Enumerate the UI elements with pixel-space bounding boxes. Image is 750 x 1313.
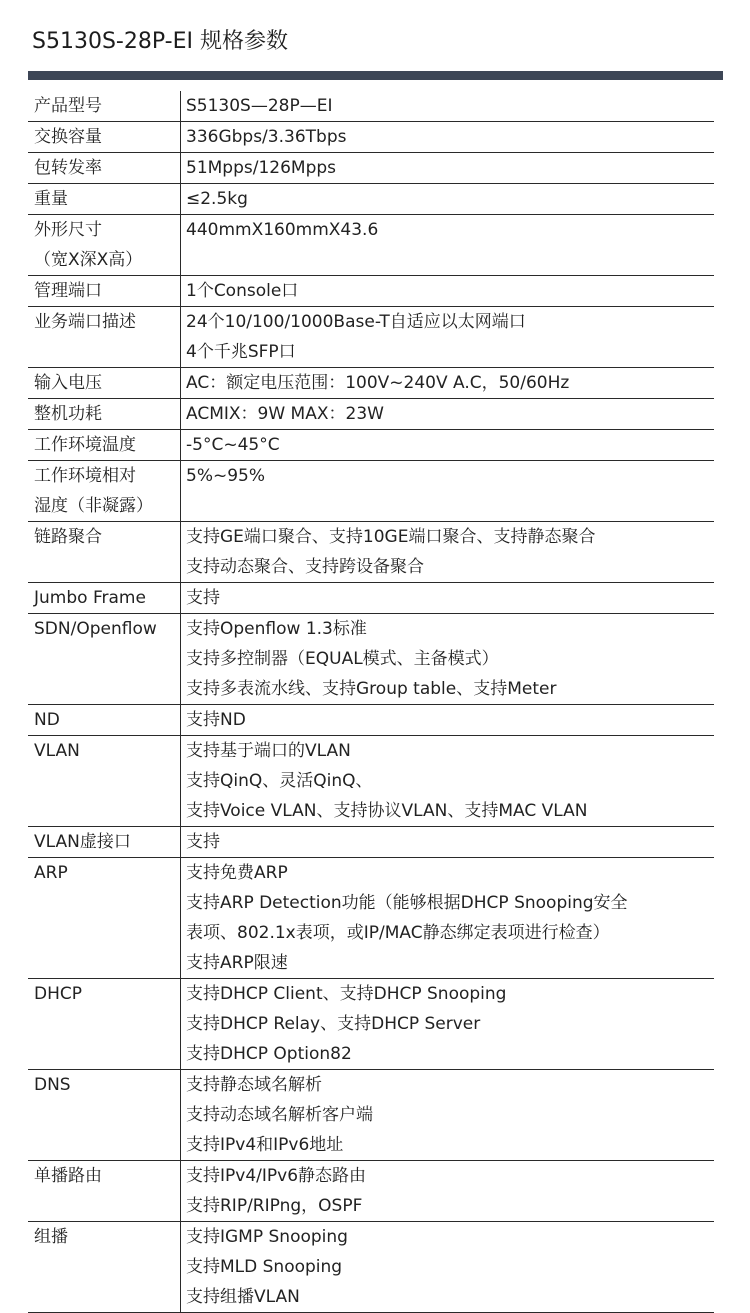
spec-label: 工作环境温度	[28, 430, 181, 460]
spec-value-line: 24个10/100/1000Base-T自适应以太网端口	[186, 312, 526, 332]
spec-row	[28, 153, 714, 184]
spec-row	[28, 461, 714, 522]
spec-value	[181, 368, 714, 398]
spec-label: SDN/Openflow	[28, 614, 181, 704]
spec-label: 产品型号	[28, 91, 181, 121]
spec-value	[181, 276, 714, 306]
spec-value-line: 支持免费ARP	[186, 863, 288, 883]
spec-value-line: 支持RIP/RIPng，OSPF	[186, 1196, 363, 1216]
spec-value-line: 支持多控制器（EQUAL模式、主备模式）	[186, 649, 499, 669]
spec-row	[28, 430, 714, 461]
spec-value-line: 支持DHCP Option82	[186, 1044, 352, 1064]
title-divider-bar	[28, 71, 723, 80]
spec-value	[181, 184, 714, 214]
spec-value-line: 表项、802.1x表项，或IP/MAC静态绑定表项进行检查）	[186, 923, 610, 943]
spec-label: 输入电压	[28, 368, 181, 398]
spec-label: 交换容量	[28, 122, 181, 152]
spec-value-line: 支持组播VLAN	[186, 1287, 300, 1307]
spec-value-line: 支持ARP Detection功能（能够根据DHCP Snooping安全	[186, 893, 628, 913]
spec-row	[28, 827, 714, 858]
spec-value	[181, 461, 714, 521]
spec-row	[28, 122, 714, 153]
spec-value	[181, 1161, 714, 1221]
spec-value-line: 支持动态域名解析客户端	[186, 1105, 373, 1125]
spec-value-line: S5130S—28P—EI	[186, 96, 333, 116]
spec-value-line: 51Mpps/126Mpps	[186, 158, 337, 178]
spec-value-line: 支持静态域名解析	[186, 1075, 322, 1095]
spec-value	[181, 858, 714, 978]
spec-label: ARP	[28, 858, 181, 978]
spec-value-line: 支持动态聚合、支持跨设备聚合	[186, 557, 424, 577]
spec-value	[181, 91, 714, 121]
spec-label: ND	[28, 705, 181, 735]
spec-value	[181, 122, 714, 152]
spec-value	[181, 705, 714, 735]
spec-value	[181, 307, 714, 367]
spec-value	[181, 614, 714, 704]
spec-value-line: 支持IPv4和IPv6地址	[186, 1135, 344, 1155]
spec-label: 组播	[28, 1222, 181, 1312]
spec-value	[181, 979, 714, 1069]
spec-row	[28, 1222, 714, 1313]
spec-label: DNS	[28, 1070, 181, 1160]
spec-value-line: 支持QinQ、灵活QinQ、	[186, 771, 373, 791]
spec-label: 业务端口描述	[28, 307, 181, 367]
spec-label: 工作环境相对 湿度（非凝露）	[28, 461, 181, 521]
spec-label: 链路聚合	[28, 522, 181, 582]
spec-value	[181, 827, 714, 857]
spec-row	[28, 184, 714, 215]
spec-value-line: ACMIX：9W MAX：23W	[186, 404, 384, 424]
spec-label: 管理端口	[28, 276, 181, 306]
spec-value-line: AC：额定电压范围：100V~240V A.C，50/60Hz	[186, 373, 570, 393]
spec-value	[181, 399, 714, 429]
spec-value	[181, 583, 714, 613]
spec-row	[28, 368, 714, 399]
spec-value-line: 4个千兆SFP口	[186, 342, 296, 362]
spec-table	[28, 91, 714, 1313]
spec-row	[28, 979, 714, 1070]
spec-label: 单播路由	[28, 1161, 181, 1221]
spec-row	[28, 858, 714, 979]
spec-row	[28, 307, 714, 368]
spec-value-line: -5°C~45°C	[186, 435, 280, 455]
spec-row	[28, 614, 714, 705]
spec-label: Jumbo Frame	[28, 583, 181, 613]
spec-row	[28, 1161, 714, 1222]
spec-value-line: 支持DHCP Relay、支持DHCP Server	[186, 1014, 481, 1034]
spec-row	[28, 399, 714, 430]
page-title: S5130S-28P-EI 规格参数	[32, 29, 288, 54]
spec-value-line: 336Gbps/3.36Tbps	[186, 127, 347, 147]
spec-value-line: 支持MLD Snooping	[186, 1257, 343, 1277]
spec-value	[181, 153, 714, 183]
spec-row	[28, 705, 714, 736]
spec-value-line: 支持ND	[186, 710, 246, 730]
spec-row	[28, 736, 714, 827]
spec-value-line: 支持IPv4/IPv6静态路由	[186, 1166, 367, 1186]
spec-value-line: 支持	[186, 832, 220, 852]
spec-value-line: 支持DHCP Client、支持DHCP Snooping	[186, 984, 507, 1004]
spec-value-line: 支持	[186, 588, 220, 608]
spec-value-line: 1个Console口	[186, 281, 299, 301]
spec-value-line: 支持IGMP Snooping	[186, 1227, 348, 1247]
spec-value	[181, 522, 714, 582]
spec-value	[181, 736, 714, 826]
spec-value-line: 支持Voice VLAN、支持协议VLAN、支持MAC VLAN	[186, 801, 588, 821]
spec-label: 整机功耗	[28, 399, 181, 429]
spec-value-line: 5%~95%	[186, 466, 265, 486]
spec-value-line: 440mmX160mmX43.6	[186, 220, 379, 240]
spec-value-line: ≤2.5kg	[186, 189, 248, 209]
spec-label: DHCP	[28, 979, 181, 1069]
spec-row	[28, 522, 714, 583]
spec-row	[28, 276, 714, 307]
spec-value-line: 支持ARP限速	[186, 953, 288, 973]
spec-value	[181, 215, 714, 275]
spec-value-line: 支持多表流水线、支持Group table、支持Meter	[186, 679, 557, 699]
spec-label: 包转发率	[28, 153, 181, 183]
spec-label: VLAN虚接口	[28, 827, 181, 857]
spec-value-line: 支持GE端口聚合、支持10GE端口聚合、支持静态聚合	[186, 527, 596, 547]
spec-value	[181, 430, 714, 460]
spec-value-line: 支持Openflow 1.3标准	[186, 619, 367, 639]
spec-row	[28, 91, 714, 122]
spec-value	[181, 1222, 714, 1312]
spec-label: 外形尺寸 （宽X深X高）	[28, 215, 181, 275]
spec-row	[28, 1070, 714, 1161]
spec-value	[181, 1070, 714, 1160]
spec-value-line: 支持基于端口的VLAN	[186, 741, 351, 761]
spec-row	[28, 215, 714, 276]
spec-label: 重量	[28, 184, 181, 214]
spec-label: VLAN	[28, 736, 181, 826]
spec-row	[28, 583, 714, 614]
